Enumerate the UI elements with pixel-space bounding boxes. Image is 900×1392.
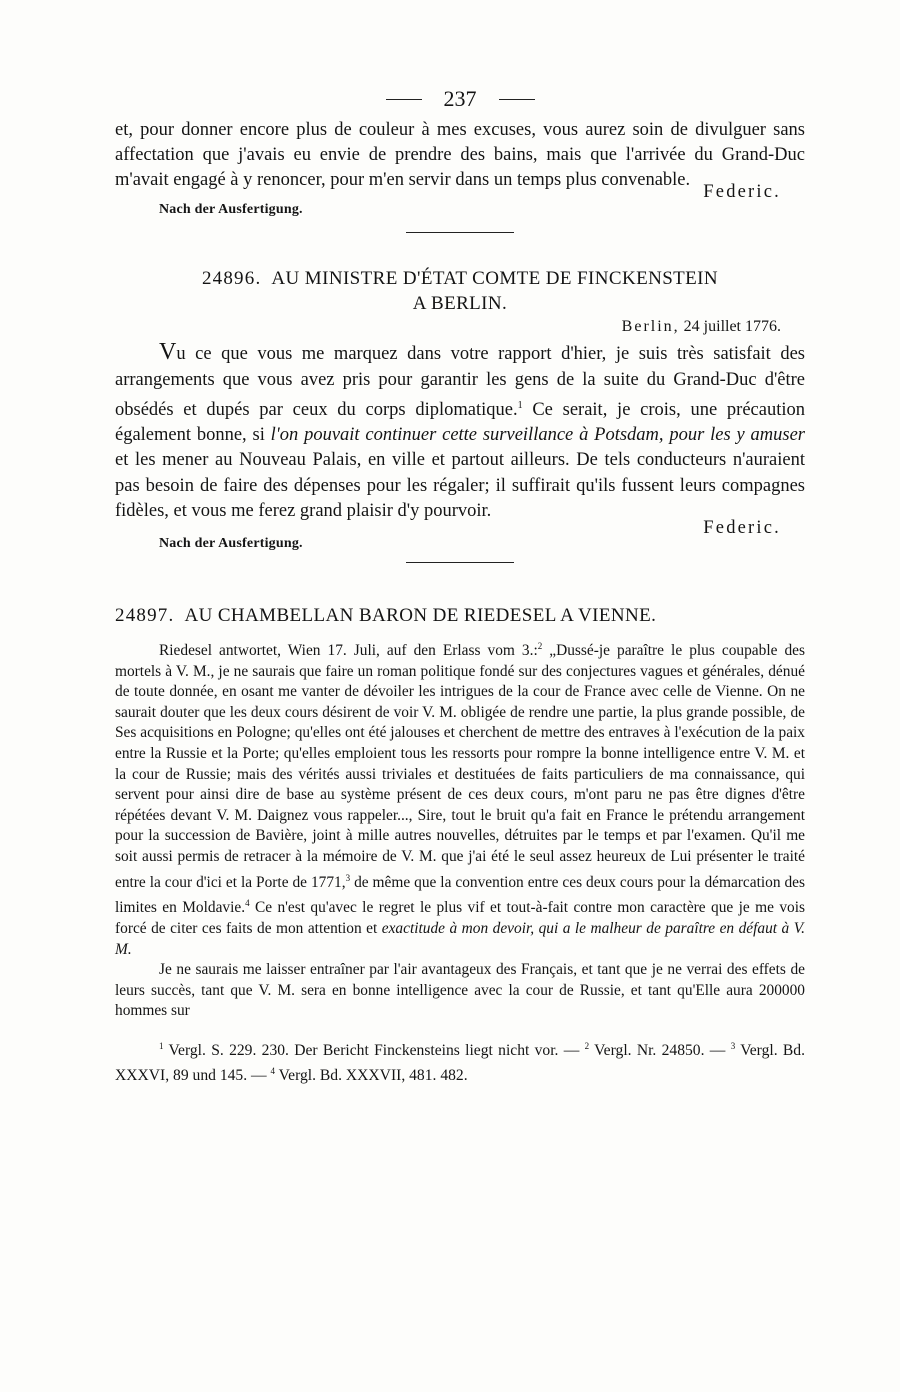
previous-letter-source: Nach der Ausfertigung. xyxy=(159,202,303,218)
footnote-ref-1: 1 xyxy=(517,399,523,411)
footnote-2-marker: 2 xyxy=(584,1041,590,1052)
previous-letter-signature: Federic. xyxy=(703,182,781,203)
letter-24897-paragraph-1 xyxy=(115,636,805,960)
letter-24897-paragraph-2: Je ne saurais me laisser entraîner par l'air avantageux des Français, et tant que je ne verrai des effets de leurs succès, tant que V. M. sera en bonne intelligence avec la cour de Russie, et tant qu'Elle aura 200000 hommes sur xyxy=(115,961,805,1020)
letter-24896-text-italic: l'on pouvait continuer cette surveillance à Potsdam, pour les y amuser xyxy=(270,425,805,446)
footnote-1-marker: 1 xyxy=(159,1041,164,1052)
previous-letter-closing xyxy=(115,182,805,222)
section-divider xyxy=(406,232,514,233)
letter-24896-closing xyxy=(115,517,805,554)
letter-24896-source: Nach der Ausfertigung. xyxy=(159,535,303,551)
footnote-ref-3: 3 xyxy=(345,872,351,883)
para1-text-a: Riedesel antwortet, Wien 17. Juli, auf den Erlass vom 3.: xyxy=(159,642,538,660)
letter-24896-recipient: AU MINISTRE D'ÉTAT COMTE DE FINCKENSTEIN xyxy=(271,268,719,290)
page-header xyxy=(115,84,805,114)
footnote-4-marker: 4 xyxy=(270,1066,275,1077)
footnote-2: Vergl. Nr. 24850. — xyxy=(589,1042,731,1060)
footnote-4: Vergl. Bd. XXXVII, 481. 482. xyxy=(275,1067,468,1085)
para1-text-italic: exactitude à mon devoir, qui a le malheur de paraître en défaut à V. M. xyxy=(115,920,805,958)
page-number: 237 xyxy=(443,86,477,111)
letter-24896-initial: V xyxy=(159,339,177,366)
para1-text-c: de même que la convention entre ces deux cours pour la démarcation des limites en Moldavie. xyxy=(115,873,805,917)
footnote-ref-2: 2 xyxy=(537,640,543,651)
book-page xyxy=(115,84,805,1086)
letter-24896-dateline xyxy=(115,316,781,338)
letter-24896-text-c: et les mener au Nouveau Palais, en ville et partout ailleurs. De tels conducteurs n'auraient pas besoin de faire des dépenses pour les régaler; il suffirait qu'ils fussent leurs compagnes fidèles, et vous me ferez grand plaisir d'y pourvoir. xyxy=(115,450,805,521)
letter-24896-text-b: Ce serait, je crois, une précaution également bonne, si xyxy=(115,399,805,446)
footnote-ref-4: 4 xyxy=(245,898,250,909)
footnote-3-marker: 3 xyxy=(730,1041,736,1052)
footnote-3: Vergl. Bd. XXXVI, 89 und 145. — xyxy=(115,1042,805,1085)
letter-24896-date: 24 juillet 1776. xyxy=(683,318,781,336)
letter-24897-recipient: AU CHAMBELLAN BARON DE RIEDESEL A VIENNE. xyxy=(184,604,657,626)
letter-24896-recipient-city: A BERLIN. xyxy=(412,293,508,315)
letter-24897-heading xyxy=(115,603,805,628)
para1-text-b: „Dussé-je paraître le plus coupable des mortels à V. M., je ne saurais que faire un roman politique fondé sur des conjectures vagues et générales, dénué de toute donnée, en osant me vanter de dévoiler les intrigues de la cour de France avec celle de Vienne. On ne saurait douter que les deux cours désirent de voir V. M. obligée de rendre une partie, la plus grande possible, de Ses acquisitions en Pologne; qu'elles ont été jalouses et cherchent de mettre des entraves à l'exécution de la paix entre la Russie et la Porte; qu'elles emploient tous les ressorts pour rompre la bonne intelligence entre V. M. et la cour de Russie; mais des vérités aussi triviales et destituées de faits particuliers de ma connaissance, qui servent pour ainsi dire de base au système présent de ces deux cours, m'ont paru ne pas être dignes d'être répétées devant V. M. Daignez vous rappeler..., Sire, tout le bruit qu'a fait en France le prétendu arrangement pour la succession de Bavière, joint à mille autres nouvelles, détruites par le temps et par l'examen. Qu'il me soit aussi permis de retracer à la mémoire de V. M. que j'ai été le seul assez heureux de Lui présenter le traité entre la cour d'ici et la Porte de 1771, xyxy=(115,642,805,891)
letter-24896-heading xyxy=(115,266,805,316)
footnotes xyxy=(115,1036,805,1086)
letter-24896-body xyxy=(115,340,805,524)
section-divider-2 xyxy=(406,562,514,563)
header-dash-right xyxy=(499,99,535,100)
previous-letter-text: et, pour donner encore plus de couleur à mes excuses, vous aurez soin de divulguer sans affectation que j'avais eu envie de prendre des bains, mais que l'arrivée du Grand-Duc m'avait engagé à y renoncer, pour m'en servir dans un temps plus convenable. xyxy=(115,120,805,190)
para1-text-d: Ce n'est qu'avec le regret le plus vif et tout-à-fait contre mon caractère que je me vois forcé de citer ces faits de mon attention et xyxy=(115,899,806,938)
letter-24896-signature: Federic. xyxy=(703,517,781,538)
letter-24896-text-a: u ce que vous me marquez dans votre rapport d'hier, je suis très satisfait des arrangements que vous avez pris pour garantir les gens de la suite du Grand-Duc d'être obsédés et dupés par ceux du corps diplomatique. xyxy=(115,344,805,420)
letter-24896-number: 24896. xyxy=(201,268,262,290)
letter-24896-place: Berlin, xyxy=(621,318,680,336)
header-dash-left xyxy=(386,99,422,100)
footnote-1: Vergl. S. 229. 230. Der Bericht Finckensteins liegt nicht vor. — xyxy=(163,1042,585,1060)
letter-24897-number: 24897. xyxy=(115,604,175,626)
